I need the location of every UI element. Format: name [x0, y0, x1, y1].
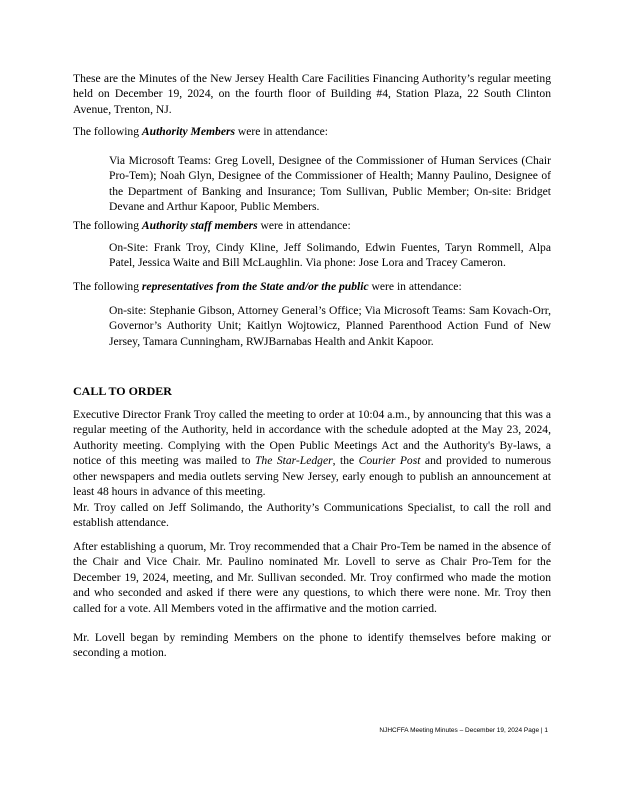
call-to-order-paragraph-2: Mr. Troy called on Jeff Solimando, the Authority’s Communications Specialist, to call the roll and establish attendance.	[73, 501, 551, 530]
staff-lead	[73, 218, 551, 233]
members-lead-emphasis: Authority Members	[141, 125, 235, 138]
staff-list: On-Site: Frank Troy, Cindy Kline, Jeff Solimando, Edwin Fuentes, Taryn Rommell, Alpa Patel, Jessica Waite and Bill McLaughlin. Via phone: Jose Lora and Tracey Cameron.	[109, 241, 551, 270]
representatives-lead	[73, 279, 551, 294]
members-list: Via Microsoft Teams: Greg Lovell, Designee of the Commissioner of Human Services (Chair Pro-Tem); Noah Glyn, Designee of the Commissioner of Health; Manny Paulino, Designee of the Department of Banking and Insurance; Tom Sullivan, Public Member; On-site: Bridget Devane and Arthur Kapoor, Public Members.	[109, 154, 551, 214]
representatives-lead-post: were in attendance:	[368, 280, 462, 293]
members-lead	[73, 124, 551, 139]
members-lead-post: were in attendance:	[235, 125, 329, 138]
intro-paragraph: These are the Minutes of the New Jersey Health Care Facilities Financing Authority’s regular meeting held on December 19, 2024, on the fourth floor of Building #4, Station Plaza, 22 South Clinton Avenue, Trenton, NJ.	[73, 72, 551, 116]
call-to-order-heading: CALL TO ORDER	[73, 384, 172, 398]
p1-text-b: , the	[332, 454, 359, 468]
p1-text-a: Executive Director Frank Troy called the meeting to order at 10:04 a.m., by announcing that this was a regular meeting of the Authority, held in accordance with the schedule adopted at the May 23, 2024, Authority meeting. Complying with the Open Public Meetings Act and the Authority's By-laws, a notice of this meeting was mailed to	[73, 408, 551, 468]
members-lead-pre: The following	[73, 125, 142, 138]
staff-lead-post: were in attendance:	[257, 219, 351, 232]
representatives-lead-emphasis: representatives from the State and/or the public	[141, 280, 369, 293]
representatives-lead-pre: The following	[73, 280, 142, 293]
page-footer: NJHCFFA Meeting Minutes – December 19, 2024 Page | 1	[379, 727, 548, 734]
representatives-list: On-site: Stephanie Gibson, Attorney General’s Office; Via Microsoft Teams: Sam Kovach-Orr, Governor’s Authority Unit; Kaitlyn Wojtowicz, Planned Parenthood Action Fund of New Jersey, Tamara Cunningham, RWJBarnabas Health and Ankit Kapoor.	[109, 304, 551, 348]
call-to-order-paragraph-4: Mr. Lovell began by reminding Members on the phone to identify themselves before making or seconding a motion.	[73, 631, 551, 660]
newspaper-star-ledger: The Star-Ledger	[254, 454, 333, 468]
p1-text-c: and provided to numerous other newspapers and media outlets serving New Jersey, early enough to publish an announcement at least 48 hours in advance of this meeting.	[73, 454, 552, 499]
call-to-order-paragraph-3: After establishing a quorum, Mr. Troy recommended that a Chair Pro-Tem be named in the absence of the Chair and Vice Chair. Mr. Paulino nominated Mr. Lovell to serve as Chair Pro-Tem for the December 19, 2024, meeting, and Mr. Sullivan seconded. Mr. Troy confirmed who made the motion and who seconded and asked if there were any questions, to which there were none. Mr. Troy then called for a vote. All Members voted in the affirmative and the motion carried.	[73, 540, 551, 615]
staff-lead-pre: The following	[73, 219, 142, 232]
newspaper-courier-post: Courier Post	[358, 454, 421, 468]
call-to-order-paragraph-1	[73, 407, 551, 499]
staff-lead-emphasis: Authority staff members	[141, 219, 258, 232]
